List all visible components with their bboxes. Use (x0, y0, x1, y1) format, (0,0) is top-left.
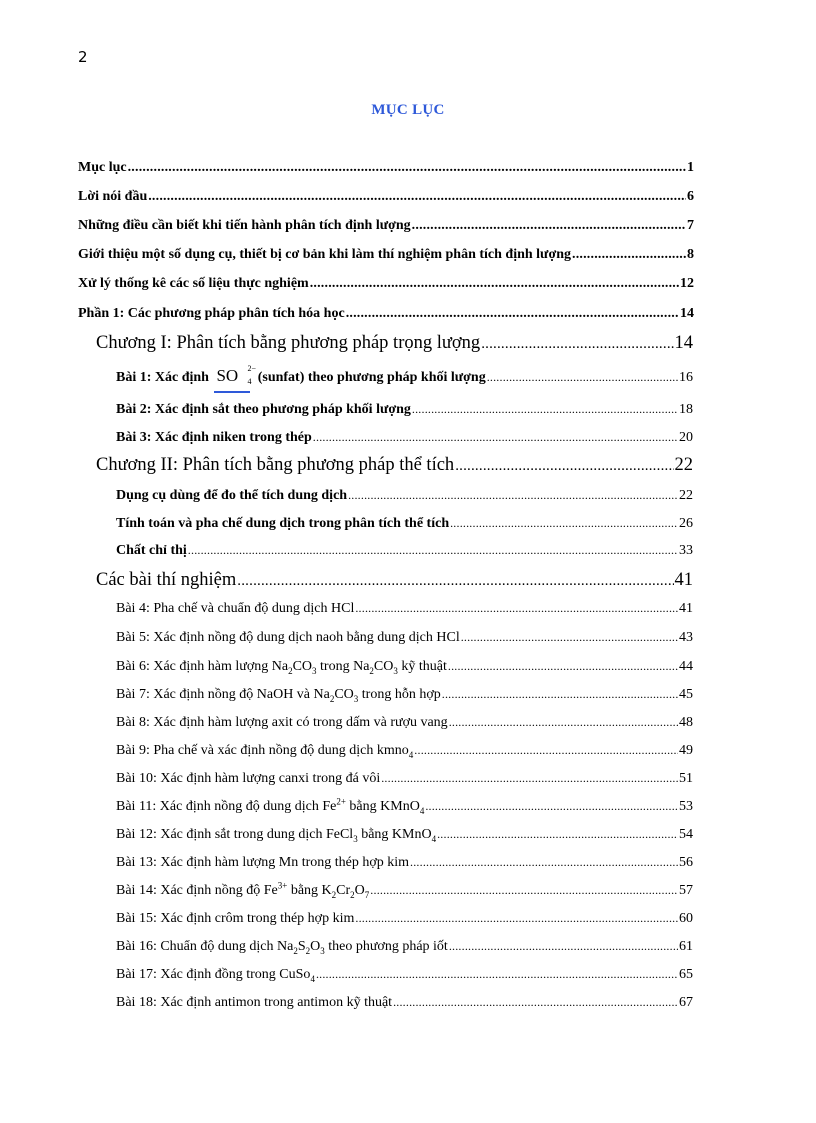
toc-page: 48 (679, 715, 693, 730)
subscript: 2 (331, 889, 337, 900)
subscript: 4 (431, 833, 437, 844)
page-number: 2 (78, 48, 88, 66)
text-part: Bài 14: Xác định nồng độ Fe (116, 883, 278, 898)
toc-page: 22 (679, 488, 693, 503)
toc-entry-bai-4[interactable] (116, 601, 693, 617)
text-part: S (297, 939, 306, 954)
toc-entry-bai-17[interactable] (116, 967, 693, 983)
toc-page: 41 (674, 570, 693, 590)
toc-chapter-1[interactable] (96, 333, 693, 354)
superscript: 3+ (277, 880, 288, 891)
dot-leader (449, 939, 678, 954)
toc-label: Chương II: Phân tích bằng phương pháp thể tích (96, 455, 455, 475)
dot-leader (572, 247, 686, 263)
toc-entry-bai-15[interactable] (116, 911, 693, 927)
toc-label (116, 796, 425, 816)
toc-chapter-experiments[interactable] (96, 570, 693, 591)
dot-leader (316, 967, 678, 982)
text-part: Bài 9: Pha chế và xác định nồng độ dung dịch kmno (116, 743, 409, 758)
dot-leader (348, 488, 678, 503)
subscript: 2 (350, 889, 355, 900)
dot-leader (437, 827, 678, 842)
toc-label (116, 687, 441, 703)
subscript: 4 (310, 973, 315, 984)
subscript: 2 (329, 693, 335, 704)
toc-page: 57 (679, 883, 693, 898)
dot-leader (414, 743, 678, 758)
dot-leader (455, 458, 673, 475)
toc-page: 54 (679, 827, 693, 842)
text-part: trong Na (316, 659, 370, 674)
toc-label: Những điều cần biết khi tiến hành phân tích định lượng (78, 218, 411, 233)
text-part: theo phương pháp iốt (324, 939, 448, 954)
toc-label (116, 967, 315, 983)
toc-label: Xử lý thống kê các số liệu thực nghiệm (78, 276, 309, 291)
toc-page: 33 (679, 543, 693, 558)
toc-label: Bài 5: Xác định nồng độ dung dịch naoh bằng dung dịch HCl (116, 630, 460, 645)
superscript: 2+ (336, 796, 346, 807)
dot-leader (128, 160, 686, 176)
toc-page: 61 (679, 939, 693, 954)
dot-leader (410, 855, 678, 870)
toc-entry-bai-16[interactable] (116, 939, 693, 955)
dot-leader (237, 573, 673, 590)
dot-leader (188, 543, 678, 558)
toc-page: 51 (679, 771, 693, 786)
subscript: 2 (305, 945, 311, 956)
toc-page: 41 (679, 601, 693, 616)
toc-entry-muc-luc[interactable] (78, 160, 694, 176)
text-part: CO (373, 659, 394, 674)
toc-entry-bai-18[interactable] (116, 995, 693, 1011)
subscript: 4 (419, 805, 425, 816)
lesson-prefix: Bài 3 (116, 430, 147, 445)
toc-label: Chương I: Phân tích bằng phương pháp trọng lượng (96, 333, 481, 353)
toc-entry-bai-13[interactable] (116, 855, 693, 871)
subscript: 2 (288, 665, 293, 676)
subscript: 2 (293, 945, 298, 956)
toc-label (116, 743, 413, 759)
text-part: Bài 7: Xác định nồng độ NaOH và Na (116, 687, 330, 702)
toc-page: 22 (674, 455, 693, 475)
toc-label: Bài 2: Xác định sắt theo phương pháp khối lượng (116, 402, 411, 417)
toc-label: Bài 8: Xác định hàm lượng axit có trong dấm và rượu vang (116, 715, 448, 730)
text-part: Bài 16: Chuẩn độ dung dịch Na (116, 939, 294, 954)
toc-page: 43 (679, 630, 693, 645)
formula-subscript: 4 (247, 377, 252, 386)
dot-leader (412, 218, 686, 234)
toc-page: 20 (679, 430, 693, 445)
toc-page: 18 (679, 402, 693, 417)
subscript: 3 (353, 693, 359, 704)
lesson-prefix: Bài 1 (116, 370, 147, 385)
toc-page: 56 (679, 855, 693, 870)
toc-label: Dụng cụ dùng để đo thể tích dung dịch (116, 488, 348, 503)
toc-label (116, 430, 312, 446)
toc-entry-bai-5[interactable] (116, 630, 693, 646)
subscript: 2 (369, 665, 374, 676)
text-part: CO (292, 659, 313, 674)
toc-label (116, 939, 448, 955)
lesson-text: : Xác định niken trong thép (146, 430, 312, 445)
text-part: trong hỗn hợp (358, 687, 441, 702)
toc-label: Các bài thí nghiệm (96, 570, 237, 590)
dot-leader (346, 306, 679, 322)
text-part: bằng K (287, 883, 332, 898)
toc-entry-bai-10[interactable] (116, 771, 693, 787)
toc-entry-phan-1[interactable] (78, 306, 694, 322)
dot-leader (425, 799, 678, 814)
toc-label: Bài 10: Xác định hàm lượng canxi trong đá vôi (116, 771, 381, 786)
toc-label (116, 880, 370, 900)
toc-entry-nhung-dieu[interactable] (78, 218, 694, 234)
toc-chapter-2[interactable] (96, 455, 693, 476)
sulfate-formula (216, 364, 256, 386)
dot-leader (355, 601, 678, 616)
text-part: CO (334, 687, 354, 702)
toc-entry-bai-3[interactable] (116, 430, 693, 446)
page-title: MỤC LỤC (371, 102, 445, 118)
toc-label: Tính toán và pha chế dung dịch trong phân tích thể tích (116, 516, 450, 531)
text-part: Bài 12: Xác định sắt trong dung dịch FeCl (116, 827, 354, 842)
dot-leader (412, 402, 678, 417)
subscript: 3 (393, 665, 398, 676)
lesson-text: (sunfat) theo phương pháp khối lượng (254, 370, 486, 385)
toc-page: 14 (674, 333, 693, 353)
dot-leader (381, 771, 678, 786)
dot-leader (148, 189, 686, 205)
toc-label: Phần 1: Các phương pháp phân tích hóa học (78, 306, 345, 321)
lesson-text: : Xác định (146, 370, 213, 385)
toc-entry-xu-ly[interactable] (78, 276, 694, 292)
toc-label: Giới thiệu một số dụng cụ, thiết bị cơ bản khi làm thí nghiệm phân tích định lượng (78, 247, 571, 262)
toc-page: 26 (679, 516, 693, 531)
subscript: 3 (320, 945, 325, 956)
toc-page: 14 (680, 306, 694, 321)
toc-label: Bài 13: Xác định hàm lượng Mn trong thép hợp kim (116, 855, 410, 870)
toc-page: 7 (687, 218, 694, 233)
subscript: 3 (353, 833, 358, 844)
toc-label: Bài 15: Xác định crôm trong thép hợp kim (116, 911, 355, 926)
formula-base: SO (216, 366, 239, 385)
formula-charge: 2− (247, 364, 256, 373)
toc-page: 65 (679, 967, 693, 982)
toc-entry-dung-cu[interactable] (116, 488, 693, 504)
text-part: Bài 11: Xác định nồng độ dung dịch Fe (116, 799, 337, 814)
toc-entry-bai-9[interactable] (116, 743, 693, 759)
dot-leader (313, 430, 678, 445)
toc-entry-bai-7[interactable] (116, 687, 693, 703)
text-part: Cr (336, 883, 351, 898)
toc-label (116, 659, 447, 675)
text-part: bằng KMnO (357, 827, 432, 842)
text-part: bằng KMnO (345, 799, 420, 814)
dot-leader (450, 516, 678, 531)
dot-leader (487, 370, 678, 385)
dot-leader (355, 911, 678, 926)
toc-label: Mục lục (78, 160, 127, 175)
dot-leader (442, 687, 678, 702)
dot-leader (393, 995, 678, 1010)
toc-entry-tinh-toan[interactable] (116, 516, 693, 532)
subscript: 3 (312, 665, 317, 676)
text-part: Bài 17: Xác định đồng trong CuSo (116, 967, 311, 982)
dot-leader (370, 883, 678, 898)
toc-entry-loi-noi-dau[interactable] (78, 189, 694, 205)
toc-entry-bai-6[interactable] (116, 659, 693, 675)
toc-page: 44 (679, 659, 693, 674)
toc-label (116, 827, 436, 843)
toc-page: 67 (679, 995, 693, 1010)
toc-label: Bài 4: Pha chế và chuẩn độ dung dịch HCl (116, 601, 355, 616)
toc-label: Chất chỉ thị (116, 543, 187, 558)
toc-label: Lời nói đầu (78, 189, 148, 204)
toc-page: 53 (679, 799, 693, 814)
text-part: O (310, 939, 321, 954)
toc-page: 45 (679, 687, 693, 702)
text-part: kỹ thuật (397, 659, 447, 674)
dot-leader (310, 276, 679, 292)
toc-page: 49 (679, 743, 693, 758)
toc-entry-bai-8[interactable] (116, 715, 693, 731)
toc-entry-bai-14[interactable] (116, 880, 693, 900)
toc-page: 8 (687, 247, 694, 262)
toc-entry-chat-chi-thi[interactable] (116, 543, 693, 559)
toc-page: 16 (679, 370, 693, 385)
subscript: 7 (364, 889, 370, 900)
toc-page: 1 (687, 160, 694, 175)
toc-page: 6 (687, 189, 694, 204)
text-part: Bài 6: Xác định hàm lượng Na (116, 659, 289, 674)
toc-entry-gioi-thieu[interactable] (78, 247, 694, 263)
toc-entry-bai-1[interactable] (116, 366, 693, 386)
subscript: 4 (408, 749, 414, 760)
toc-page: 12 (680, 276, 694, 291)
toc-entry-bai-11[interactable] (116, 796, 693, 816)
toc-entry-bai-2[interactable] (116, 402, 693, 418)
toc-page: 60 (679, 911, 693, 926)
toc-label: Bài 18: Xác định antimon trong antimon kỹ thuật (116, 995, 393, 1010)
toc-label (116, 366, 486, 386)
toc-entry-bai-12[interactable] (116, 827, 693, 843)
dot-leader (448, 659, 678, 674)
formula-underline (214, 391, 250, 393)
dot-leader (481, 336, 673, 353)
dot-leader (461, 630, 678, 645)
text-part: O (354, 883, 365, 898)
dot-leader (449, 715, 678, 730)
